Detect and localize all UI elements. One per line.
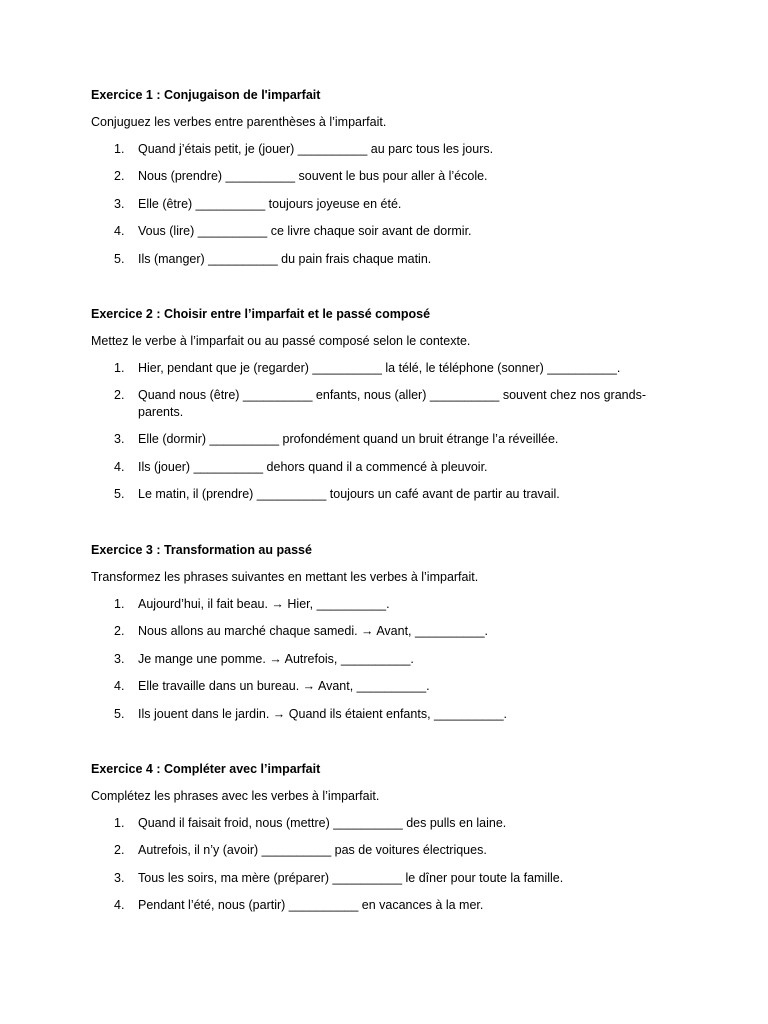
item-text: Nous allons au marché chaque samedi. → Avant, __________. bbox=[138, 624, 488, 639]
list-item bbox=[91, 431, 681, 448]
exercise-instruction: Conjuguez les verbes entre parenthèses à l’imparfait. bbox=[91, 115, 387, 129]
list-item bbox=[91, 168, 681, 185]
list-item bbox=[91, 623, 681, 640]
item-text: Quand j’étais petit, je (jouer) __________ au parc tous les jours. bbox=[138, 142, 494, 156]
exercise-list bbox=[91, 596, 681, 722]
item-text: Elle (être) __________ toujours joyeuse en été. bbox=[138, 196, 402, 211]
list-item bbox=[91, 251, 681, 268]
item-number: 4. bbox=[114, 679, 125, 694]
item-text: Nous (prendre) __________ souvent le bus pour aller à l’école. bbox=[138, 169, 488, 184]
list-item bbox=[91, 706, 681, 723]
list-item bbox=[91, 678, 681, 695]
exercise-3 bbox=[91, 542, 681, 733]
item-number: 5. bbox=[114, 706, 125, 721]
item-number: 2. bbox=[114, 624, 125, 639]
item-text: Ils jouent dans le jardin. → Quand ils étaient enfants, __________. bbox=[138, 706, 508, 721]
list-item bbox=[91, 360, 681, 377]
item-number: 1. bbox=[114, 142, 125, 156]
list-item bbox=[91, 842, 681, 859]
item-text: Aujourd’hui, il fait beau. → Hier, __________. bbox=[138, 597, 390, 611]
list-item bbox=[91, 897, 681, 914]
exercise-instruction: Mettez le verbe à l’imparfait ou au passé composé selon le contexte. bbox=[91, 334, 471, 348]
exercise-list bbox=[91, 360, 681, 503]
list-item bbox=[91, 387, 681, 420]
list-item bbox=[91, 486, 681, 503]
item-number: 4. bbox=[114, 898, 125, 913]
list-item bbox=[91, 141, 681, 158]
item-text: Tous les soirs, ma mère (préparer) __________ le dîner pour toute la famille. bbox=[138, 870, 564, 885]
exercise-title: Exercice 3 : Transformation au passé bbox=[91, 543, 312, 557]
item-text: Pendant l’été, nous (partir) __________ en vacances à la mer. bbox=[138, 898, 484, 913]
item-text: Quand nous (être) __________ enfants, nous (aller) __________ souvent chez nos grands-parents. bbox=[138, 388, 646, 419]
exercise-title: Exercice 2 : Choisir entre l’imparfait et le passé composé bbox=[91, 307, 431, 321]
item-number: 1. bbox=[114, 597, 125, 611]
exercise-instruction: Transformez les phrases suivantes en mettant les verbes à l’imparfait. bbox=[91, 570, 479, 584]
list-item bbox=[91, 196, 681, 213]
item-text: Elle travaille dans un bureau. → Avant, __________. bbox=[138, 679, 430, 694]
exercise-list bbox=[91, 141, 681, 267]
item-text: Hier, pendant que je (regarder) __________ la télé, le téléphone (sonner) __________. bbox=[138, 361, 621, 375]
item-number: 3. bbox=[114, 870, 125, 885]
item-number: 2. bbox=[114, 843, 125, 858]
exercise-instruction: Complétez les phrases avec les verbes à l’imparfait. bbox=[91, 789, 380, 803]
item-number: 1. bbox=[114, 361, 125, 375]
item-text: Quand il faisait froid, nous (mettre) __________ des pulls en laine. bbox=[138, 816, 507, 830]
exercise-2 bbox=[91, 306, 681, 513]
item-text: Le matin, il (prendre) __________ toujours un café avant de partir au travail. bbox=[138, 487, 560, 502]
item-text: Autrefois, il n’y (avoir) __________ pas de voitures électriques. bbox=[138, 843, 487, 858]
list-item bbox=[91, 459, 681, 476]
list-item bbox=[91, 596, 681, 613]
item-text: Elle (dormir) __________ profondément quand un bruit étrange l’a réveillée. bbox=[138, 432, 559, 447]
item-number: 2. bbox=[114, 388, 125, 403]
exercise-title: Exercice 1 : Conjugaison de l'imparfait bbox=[91, 88, 321, 102]
item-number: 3. bbox=[114, 651, 125, 666]
item-number: 5. bbox=[114, 251, 125, 266]
exercise-title: Exercice 4 : Compléter avec l’imparfait bbox=[91, 762, 321, 776]
item-number: 1. bbox=[114, 816, 125, 830]
item-number: 3. bbox=[114, 432, 125, 447]
item-text: Je mange une pomme. → Autrefois, __________. bbox=[138, 651, 414, 666]
list-item bbox=[91, 870, 681, 887]
item-text: Ils (manger) __________ du pain frais chaque matin. bbox=[138, 251, 432, 266]
list-item bbox=[91, 223, 681, 240]
item-text: Vous (lire) __________ ce livre chaque soir avant de dormir. bbox=[138, 224, 472, 239]
item-number: 5. bbox=[114, 487, 125, 502]
exercise-list bbox=[91, 815, 681, 914]
item-number: 4. bbox=[114, 459, 125, 474]
item-number: 2. bbox=[114, 169, 125, 184]
item-number: 4. bbox=[114, 224, 125, 239]
item-text: Ils (jouer) __________ dehors quand il a commencé à pleuvoir. bbox=[138, 459, 488, 474]
list-item bbox=[91, 651, 681, 668]
item-number: 3. bbox=[114, 196, 125, 211]
exercise-1 bbox=[91, 87, 681, 278]
exercise-4 bbox=[91, 761, 681, 925]
list-item bbox=[91, 815, 681, 832]
